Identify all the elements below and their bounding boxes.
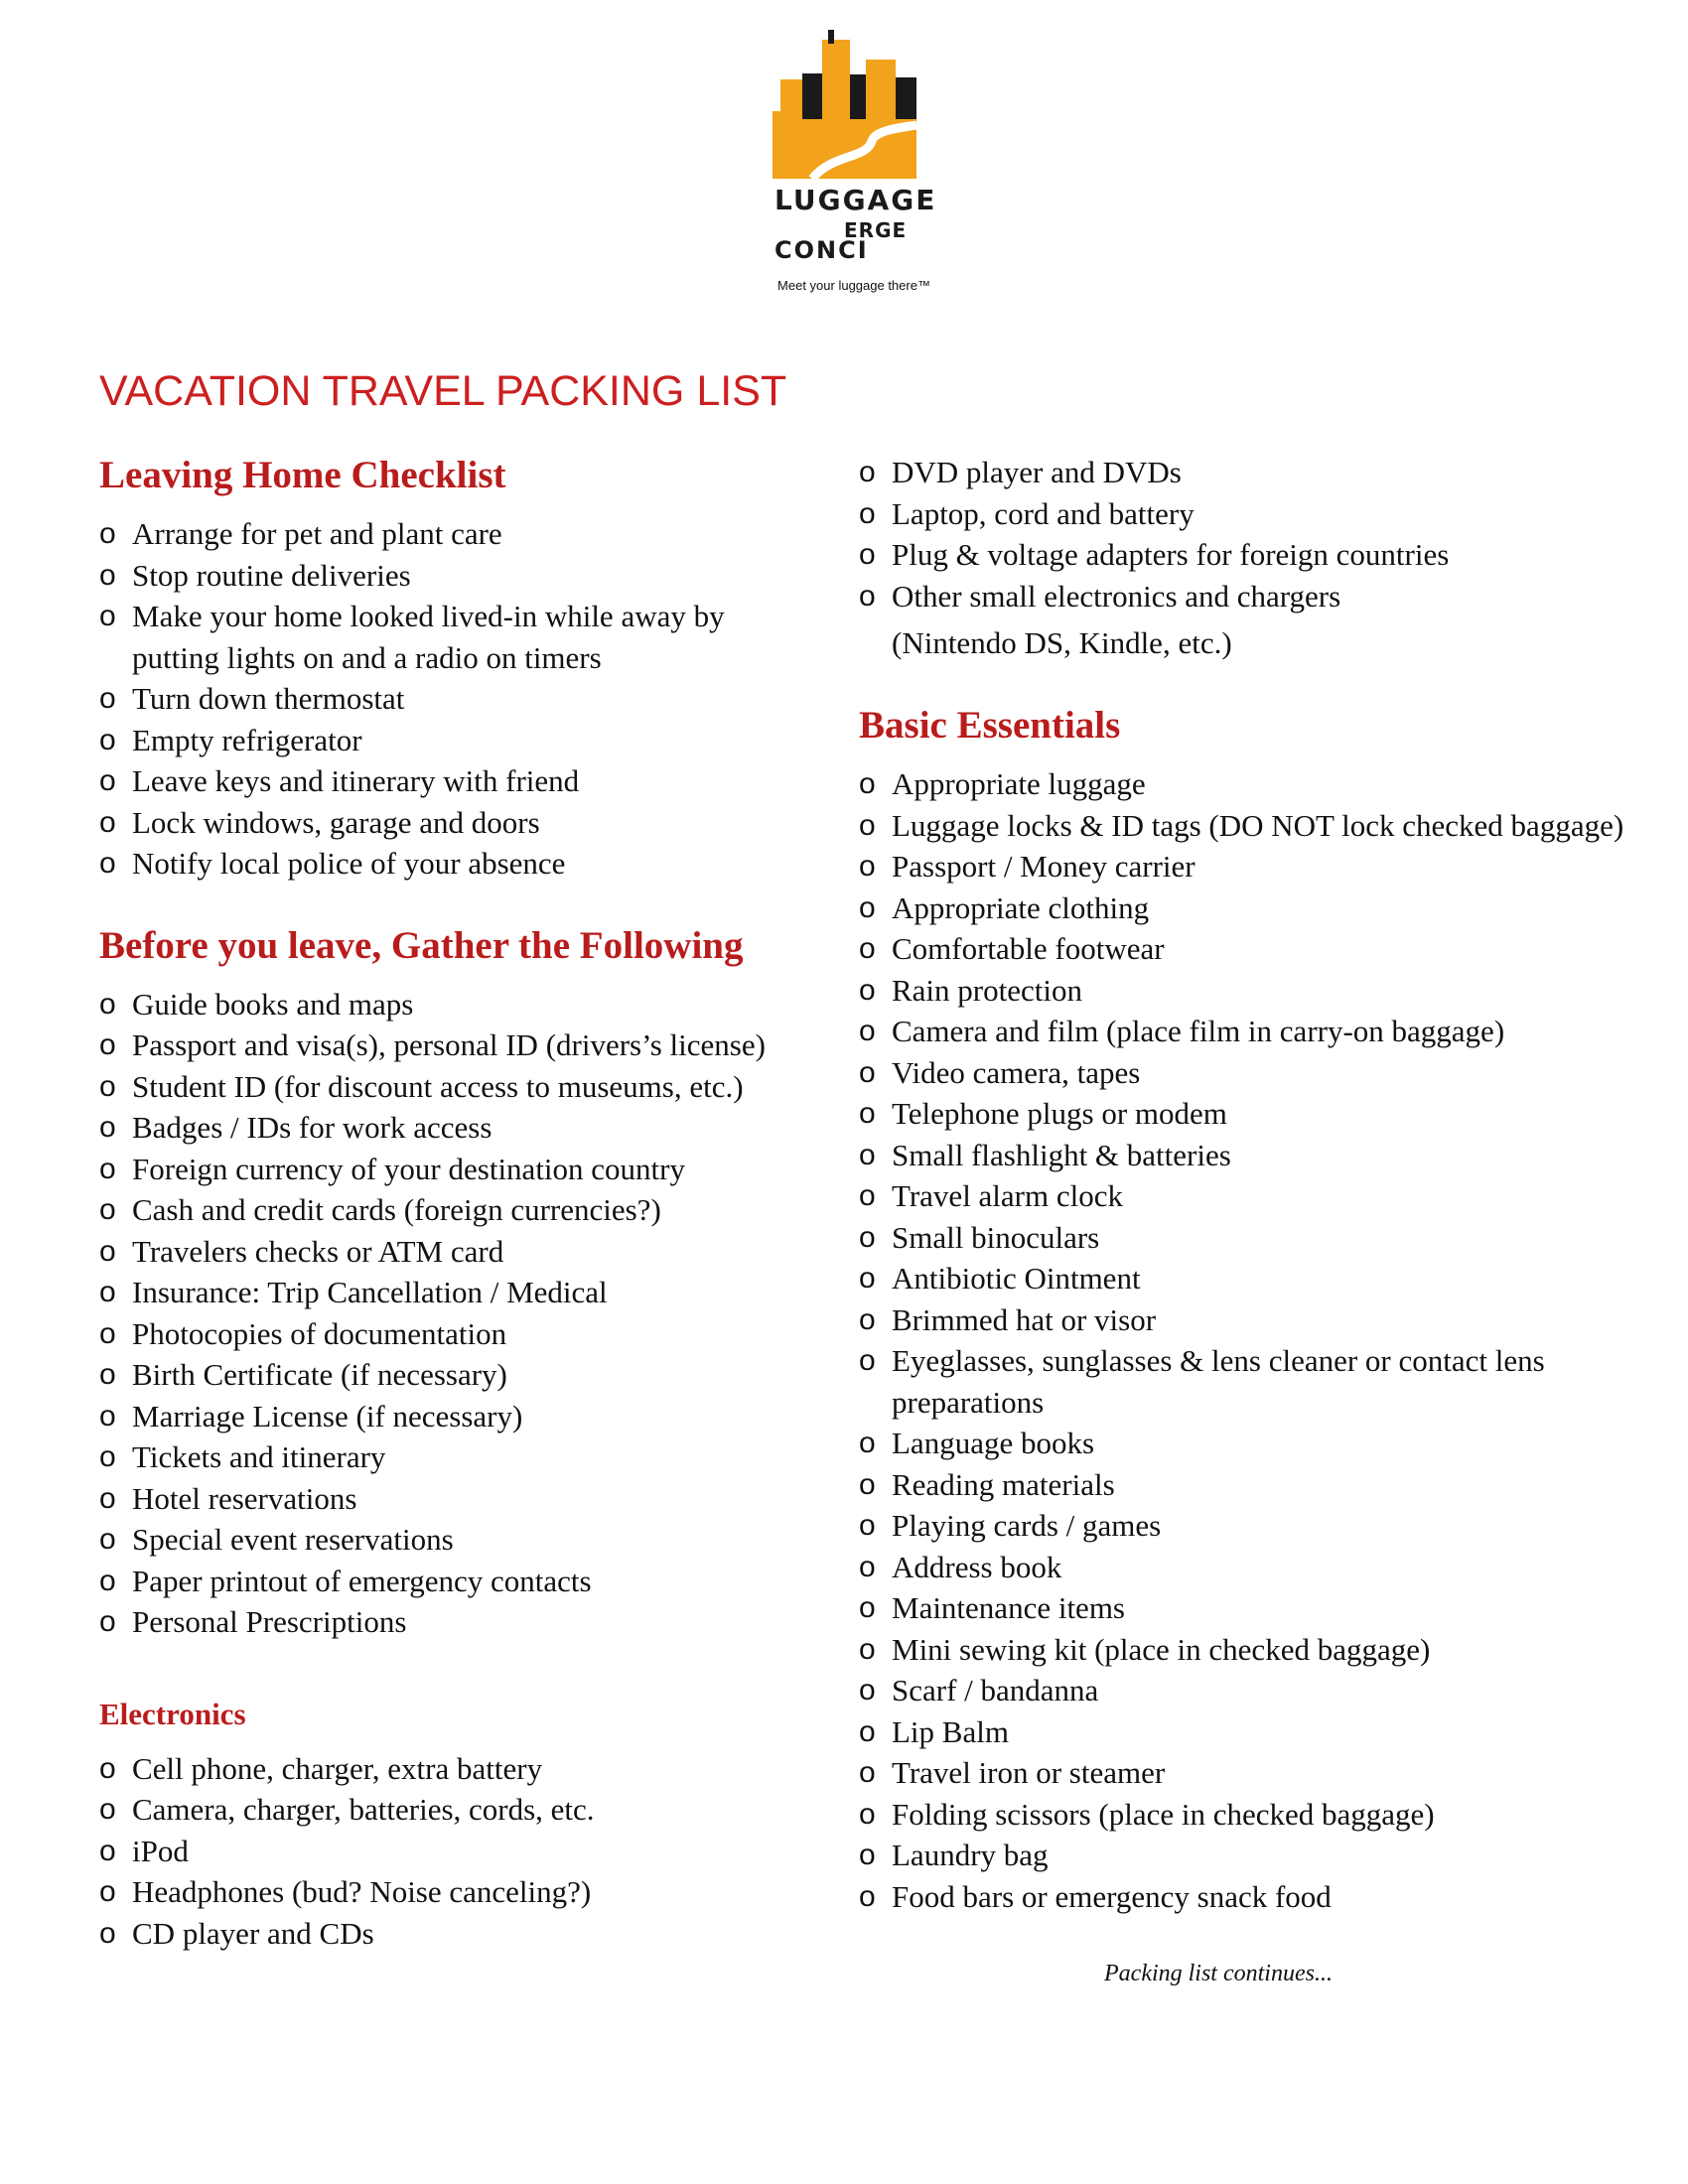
checklist-item-label: Lock windows, garage and doors [132,804,540,840]
checklist-item [859,1464,1643,1506]
checklist-item-label: Language books [892,1426,1095,1460]
checklist-item-label: Empty refrigerator [132,722,362,757]
checkbox-circle-icon: o [99,1316,116,1350]
checklist-item [99,513,814,555]
checkbox-circle-icon: o [99,1234,116,1268]
checklist-item-label: Rain protection [892,972,1082,1008]
checklist-item-label: Comfortable footwear [892,931,1165,966]
checkbox-circle-icon: o [859,1467,876,1501]
checklist-item-label: Camera, charger, batteries, cords, etc. [132,1792,595,1827]
leaving-home-section [99,452,814,885]
logo-tagline: Meet your luggage there™ [777,278,930,293]
checkbox-circle-icon: o [99,1916,116,1950]
checklist-item-label: Notify local police of your absence [132,846,566,881]
right-column [859,452,1643,1917]
checkbox-circle-icon: o [859,767,876,800]
checklist-item [99,1107,814,1149]
checkbox-circle-icon: o [859,973,876,1007]
checklist-item-label: Birth Certificate (if necessary) [132,1357,507,1392]
checklist-item [99,1354,814,1396]
checklist-item [859,1135,1643,1176]
checkbox-circle-icon: o [99,1111,116,1144]
checklist-item-label: Headphones (bud? Noise canceling?) [132,1874,592,1909]
electronics-section [99,1695,814,1955]
checklist-item [859,1876,1643,1918]
checklist-item-label: Scarf / bandanna [892,1673,1099,1707]
checklist-item-label: Playing cards / games [892,1508,1162,1543]
checkbox-circle-icon: o [859,1756,876,1789]
checklist-item [99,1871,814,1913]
checkbox-circle-icon: o [99,1440,116,1473]
logo-word-luggage: LUGGAGE [774,184,937,216]
checkbox-circle-icon: o [99,1358,116,1391]
checkbox-circle-icon: o [99,1069,116,1103]
checklist-item [99,1024,814,1066]
checklist-item-label: Passport and visa(s), personal ID (drivers’s license) [132,1027,766,1062]
checklist-item [859,763,1643,805]
checklist-item [859,970,1643,1012]
checkbox-circle-icon: o [99,723,116,756]
checkbox-circle-icon: o [859,1714,876,1748]
checklist-item [99,760,814,802]
checkbox-circle-icon: o [859,1674,876,1706]
logo-word-erge: ERGE [844,218,908,242]
checklist-item-label: Brimmed hat or visor [892,1301,1157,1337]
checklist-item-label: Hotel reservations [132,1480,357,1516]
checklist-item-label: Turn down thermostat [132,681,405,716]
gather-section [99,922,814,1643]
checklist-item-label: Antibiotic Ointment [892,1261,1141,1296]
electronics-heading: Electronics [99,1696,246,1731]
electronics-continued-section [859,452,1643,664]
checklist-item [859,1175,1643,1217]
checkbox-circle-icon: o [859,579,876,613]
checkbox-circle-icon: o [99,1834,116,1867]
checklist-item [99,596,814,678]
checkbox-circle-icon: o [99,558,116,592]
checklist-item [99,802,814,844]
checkbox-circle-icon: o [859,850,876,883]
checklist-item [99,678,814,720]
checklist-item [859,1258,1643,1299]
checklist-item-label: Mini sewing kit (place in checked baggage) [892,1631,1431,1667]
checkbox-circle-icon: o [859,1839,876,1871]
checklist-item-label: Special event reservations [132,1522,454,1557]
checklist-item-label: Appropriate luggage [892,766,1146,801]
checklist-item-label: Arrange for pet and plant care [132,516,502,551]
checklist-item [859,1299,1643,1341]
checklist-item [859,928,1643,970]
checkbox-circle-icon: o [859,1055,876,1089]
checklist-item-label: CD player and CDs [132,1915,374,1951]
checkbox-circle-icon: o [99,682,116,715]
checklist-item-label: Address book [892,1549,1062,1584]
checkbox-circle-icon: o [859,1509,876,1542]
checklist-item [859,1340,1643,1423]
checklist-item-label: Lip Balm [892,1713,1009,1749]
checklist-item-label: Travel alarm clock [892,1178,1123,1213]
checklist-item [859,576,1643,617]
checkbox-circle-icon: o [859,932,876,965]
checkbox-circle-icon: o [99,1875,116,1908]
checklist-item [859,1752,1643,1794]
checkbox-circle-icon: o [99,805,116,839]
checkbox-circle-icon: o [859,496,876,530]
checklist-item-label: Laundry bag [892,1838,1049,1872]
checklist-item [859,805,1643,847]
essentials-heading: Basic Essentials [859,704,1121,747]
checklist-item [99,1561,814,1602]
checklist-item-label: Eyeglasses, sunglasses & lens cleaner or contact lens preparations [892,1343,1545,1420]
checkbox-circle-icon: o [99,847,116,880]
city-skyline-logo-icon [773,30,921,179]
checklist-item-label: Small flashlight & batteries [892,1137,1231,1172]
checklist-item-label: Cash and credit cards (foreign currencies?) [132,1192,661,1227]
company-logo [755,30,953,298]
checklist-item [859,1629,1643,1671]
checklist-item [99,1231,814,1273]
electronics-note: (Nintendo DS, Kindle, etc.) [892,625,1232,660]
checklist-item-label: Tickets and itinerary [132,1439,386,1474]
checklist-item-label: Travelers checks or ATM card [132,1233,504,1269]
checklist-item-label: Camera and film (place film in carry-on baggage) [892,1014,1505,1048]
checkbox-circle-icon: o [99,1751,116,1785]
checklist-item-label: Plug & voltage adapters for foreign countries [892,537,1450,572]
document-title: VACATION TRAVEL PACKING LIST [99,367,787,415]
checklist-item [859,1052,1643,1094]
checklist-item-label: Luggage locks & ID tags (DO NOT lock checked baggage) [892,807,1624,843]
checklist-item-label: Other small electronics and chargers [892,578,1341,614]
checklist-item [99,1519,814,1561]
checklist-item-label: Telephone plugs or modem [892,1096,1227,1131]
checkbox-circle-icon: o [99,987,116,1021]
checklist-item-label: Insurance: Trip Cancellation / Medical [132,1275,608,1309]
checklist-item [99,1189,814,1231]
checklist-item-label: Foreign currency of your destination country [132,1151,685,1186]
essentials-section [859,702,1643,1917]
checklist-item-label: Maintenance items [892,1590,1125,1625]
checklist-item-label: Photocopies of documentation [132,1315,507,1351]
checklist-item [859,1711,1643,1753]
checkbox-circle-icon: o [859,1097,876,1130]
checklist-item-label: Make your home looked lived-in while away by putting lights on and a radio on timers [132,599,725,675]
checkbox-circle-icon: o [99,1564,116,1597]
checklist-item-label: Small binoculars [892,1219,1100,1255]
checklist-item [99,720,814,761]
checklist-item [859,1505,1643,1547]
checklist-item [859,1547,1643,1588]
checklist-item [859,846,1643,887]
checklist-item [99,1396,814,1437]
checklist-item [99,1272,814,1313]
checkbox-circle-icon: o [859,1302,876,1336]
checklist-item [99,1149,814,1190]
checkbox-circle-icon: o [859,1138,876,1171]
checkbox-circle-icon: o [859,1015,876,1047]
checklist-item [99,555,814,597]
checklist-item [859,1670,1643,1711]
checkbox-circle-icon: o [859,1220,876,1254]
checklist-item-label: Guide books and maps [132,986,414,1022]
checklist-item [859,1217,1643,1259]
essentials-list [859,763,1643,1917]
leaving-home-heading: Leaving Home Checklist [99,454,506,496]
left-column [99,452,814,1954]
checkbox-circle-icon: o [859,1344,876,1377]
checklist-item [859,1423,1643,1464]
electronics-list-left [99,1748,814,1955]
checklist-item-label: iPod [132,1833,189,1868]
checklist-item [859,452,1643,493]
checklist-item [859,1093,1643,1135]
checklist-item-label: Personal Prescriptions [132,1604,407,1639]
checklist-item-label: Stop routine deliveries [132,557,411,593]
checkbox-circle-icon: o [99,600,116,632]
checklist-item-label: Badges / IDs for work access [132,1110,492,1145]
checklist-item-label: DVD player and DVDs [892,455,1182,489]
checklist-item [99,1478,814,1520]
checkbox-circle-icon: o [859,1550,876,1583]
checkbox-circle-icon: o [99,1481,116,1515]
checklist-item [99,1831,814,1872]
checkbox-circle-icon: o [859,1427,876,1459]
checklist-item-label: Reading materials [892,1466,1115,1502]
checkbox-circle-icon: o [859,808,876,842]
checklist-item [99,1789,814,1831]
checklist-item [99,1313,814,1355]
checkbox-circle-icon: o [859,1879,876,1913]
checklist-item-label: Food bars or emergency snack food [892,1878,1332,1914]
checkbox-circle-icon: o [99,1276,116,1308]
checklist-item [859,887,1643,929]
checkbox-circle-icon: o [99,1028,116,1061]
checklist-item [99,1748,814,1790]
checkbox-circle-icon: o [859,1591,876,1624]
gather-heading: Before you leave, Gather the Following [99,923,744,967]
continues-note: Packing list continues... [1104,1961,1333,1986]
checklist-item [99,1601,814,1643]
checklist-item [859,1835,1643,1876]
checklist-item-label: Travel iron or steamer [892,1755,1166,1790]
checklist-item [99,1913,814,1955]
checklist-item [99,1066,814,1108]
checkbox-circle-icon: o [859,538,876,571]
checklist-item-label: Folding scissors (place in checked baggage) [892,1796,1435,1832]
checklist-item [859,1011,1643,1052]
checklist-item-label: Leave keys and itinerary with friend [132,763,580,798]
checklist-item-label: Paper printout of emergency contacts [132,1563,592,1598]
checklist-item-label: Cell phone, charger, extra battery [132,1750,543,1786]
logo-word-conci: CONCI [774,236,869,264]
checkbox-circle-icon: o [99,1793,116,1826]
checklist-item-label: Passport / Money carrier [892,849,1196,884]
checklist-item-label: Student ID (for discount access to museums, etc.) [132,1068,744,1104]
checklist-item-label: Marriage License (if necessary) [132,1398,523,1433]
checkbox-circle-icon: o [99,517,116,550]
checkbox-circle-icon: o [859,456,876,488]
checklist-item [859,493,1643,535]
checklist-item [99,843,814,885]
checkbox-circle-icon: o [859,1262,876,1295]
checklist-item [859,1794,1643,1836]
checkbox-circle-icon: o [99,1399,116,1433]
gather-list [99,984,814,1643]
checkbox-circle-icon: o [859,1632,876,1666]
leaving-home-list [99,513,814,885]
checklist-item [99,984,814,1025]
checkbox-circle-icon: o [859,1179,876,1212]
electronics-list-right [859,452,1643,616]
checkbox-circle-icon: o [99,1605,116,1638]
checklist-item [859,1587,1643,1629]
checkbox-circle-icon: o [99,1152,116,1185]
checkbox-circle-icon: o [859,890,876,924]
checkbox-circle-icon: o [859,1797,876,1831]
checkbox-circle-icon: o [99,1193,116,1226]
checklist-item-label: Video camera, tapes [892,1054,1141,1090]
checklist-item-label: Appropriate clothing [892,889,1150,925]
checkbox-circle-icon: o [99,1523,116,1556]
checkbox-circle-icon: o [99,764,116,797]
checklist-item-label: Laptop, cord and battery [892,495,1195,531]
checklist-item [859,534,1643,576]
checklist-item [99,1436,814,1478]
